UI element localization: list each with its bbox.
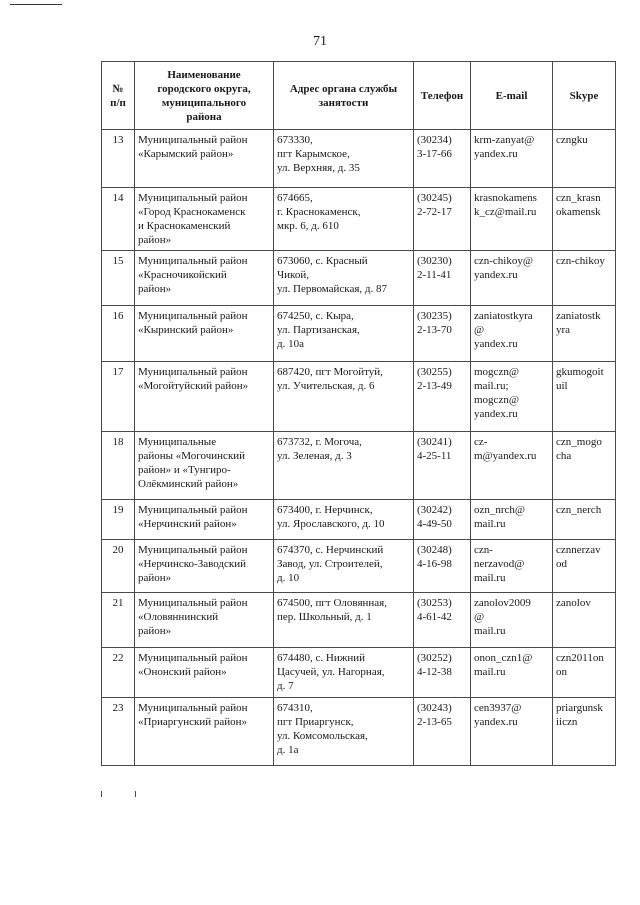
table-row xyxy=(102,130,616,188)
page-number: 71 xyxy=(313,34,327,49)
row-number: 23 xyxy=(102,698,135,766)
row-number: 18 xyxy=(102,432,135,500)
skype-handle: zaniatostk yra xyxy=(553,306,616,362)
district-name: Муниципальный район «Кыринский район» xyxy=(135,306,274,362)
phone-number: (30242) 4-49-50 xyxy=(414,500,471,540)
district-name: Муниципальный район «Карымский район» xyxy=(135,130,274,188)
email-address: zanolov2009 @ mail.ru xyxy=(471,593,553,648)
header-num: № п/п xyxy=(102,62,135,130)
skype-handle: czn2011on on xyxy=(553,648,616,698)
email-address: ozn_nrch@ mail.ru xyxy=(471,500,553,540)
table-row xyxy=(102,251,616,306)
header-skype: Skype xyxy=(553,62,616,130)
skype-handle: czn_krasn okamensk xyxy=(553,188,616,251)
phone-number: (30255) 2-13-49 xyxy=(414,362,471,432)
row-number: 13 xyxy=(102,130,135,188)
district-name: Муниципальный район «Приаргунский район» xyxy=(135,698,274,766)
row-number: 15 xyxy=(102,251,135,306)
email-address: cz- m@yandex.ru xyxy=(471,432,553,500)
skype-handle: zanolov xyxy=(553,593,616,648)
email-address: zaniatostkyra @ yandex.ru xyxy=(471,306,553,362)
district-name: Муниципальный район «Нерчинско-Заводский район» xyxy=(135,540,274,593)
row-number: 22 xyxy=(102,648,135,698)
email-address: czn-chikoy@ yandex.ru xyxy=(471,251,553,306)
top-rule xyxy=(10,4,62,5)
email-address: czn- nerzavod@ mail.ru xyxy=(471,540,553,593)
skype-handle: gkumogoit uil xyxy=(553,362,616,432)
row-number: 21 xyxy=(102,593,135,648)
skype-handle: czn-chikoy xyxy=(553,251,616,306)
service-address: 674665, г. Краснокаменск, мкр. 6, д. 610 xyxy=(274,188,414,251)
email-address: mogczn@ mail.ru; mogczn@ yandex.ru xyxy=(471,362,553,432)
phone-number: (30234) 3-17-66 xyxy=(414,130,471,188)
skype-handle: czn_mogo cha xyxy=(553,432,616,500)
phone-number: (30243) 2-13-65 xyxy=(414,698,471,766)
table-row xyxy=(102,540,616,593)
district-name: Муниципальный район «Оловяннинский район» xyxy=(135,593,274,648)
row-number: 14 xyxy=(102,188,135,251)
service-address: 687420, пгт Могойтуй, ул. Учительская, д. 6 xyxy=(274,362,414,432)
skype-handle: czngku xyxy=(553,130,616,188)
skype-handle: cznnerzav od xyxy=(553,540,616,593)
skype-handle: czn_nerch xyxy=(553,500,616,540)
phone-number: (30241) 4-25-11 xyxy=(414,432,471,500)
row-number: 16 xyxy=(102,306,135,362)
header-district: Наименование городского округа, муниципального района xyxy=(135,62,274,130)
table-row xyxy=(102,698,616,766)
service-address: 673732, г. Могоча, ул. Зеленая, д. 3 xyxy=(274,432,414,500)
row-number: 17 xyxy=(102,362,135,432)
service-address: 674480, с. Нижний Цасучей, ул. Нагорная, д. 7 xyxy=(274,648,414,698)
service-address: 674370, с. Нерчинский Завод, ул. Строителей, д. 10 xyxy=(274,540,414,593)
phone-number: (30253) 4-61-42 xyxy=(414,593,471,648)
service-address: 674250, с. Кыра, ул. Партизанская, д. 10а xyxy=(274,306,414,362)
email-address: cen3937@ yandex.ru xyxy=(471,698,553,766)
email-address: krm-zanyat@ yandex.ru xyxy=(471,130,553,188)
employment-services-table xyxy=(101,61,616,766)
row-number: 20 xyxy=(102,540,135,593)
table-row xyxy=(102,188,616,251)
header-address: Адрес органа службы занятости xyxy=(274,62,414,130)
service-address: 673060, с. Красный Чикой, ул. Первомайская, д. 87 xyxy=(274,251,414,306)
district-name: Муниципальные районы «Могочинский район» и «Тунгиро- Олёкминский район» xyxy=(135,432,274,500)
email-address: onon_czn1@ mail.ru xyxy=(471,648,553,698)
phone-number: (30230) 2-11-41 xyxy=(414,251,471,306)
table-row xyxy=(102,432,616,500)
district-name: Муниципальный район «Город Краснокаменск и Краснокаменский район» xyxy=(135,188,274,251)
service-address: 674310, пгт Приаргунск, ул. Комсомольская, д. 1а xyxy=(274,698,414,766)
service-address: 673330, пгт Карымское, ул. Верхняя, д. 35 xyxy=(274,130,414,188)
table-row xyxy=(102,648,616,698)
table-continuation-stub xyxy=(101,791,136,797)
district-name: Муниципальный район «Нерчинский район» xyxy=(135,500,274,540)
header-email: E-mail xyxy=(471,62,553,130)
district-name: Муниципальный район «Красночикойский район» xyxy=(135,251,274,306)
phone-number: (30245) 2-72-17 xyxy=(414,188,471,251)
table-row xyxy=(102,306,616,362)
phone-number: (30252) 4-12-38 xyxy=(414,648,471,698)
table-row xyxy=(102,500,616,540)
skype-handle: priargunsk iiczn xyxy=(553,698,616,766)
district-name: Муниципальный район «Могойтуйский район» xyxy=(135,362,274,432)
district-name: Муниципальный район «Ононский район» xyxy=(135,648,274,698)
phone-number: (30235) 2-13-70 xyxy=(414,306,471,362)
service-address: 674500, пгт Оловянная, пер. Школьный, д. 1 xyxy=(274,593,414,648)
header-phone: Телефон xyxy=(414,62,471,130)
table-row xyxy=(102,593,616,648)
table-row xyxy=(102,362,616,432)
email-address: krasnokamens k_cz@mail.ru xyxy=(471,188,553,251)
phone-number: (30248) 4-16-98 xyxy=(414,540,471,593)
row-number: 19 xyxy=(102,500,135,540)
header-row xyxy=(102,62,616,130)
service-address: 673400, г. Нерчинск, ул. Ярославского, д. 10 xyxy=(274,500,414,540)
